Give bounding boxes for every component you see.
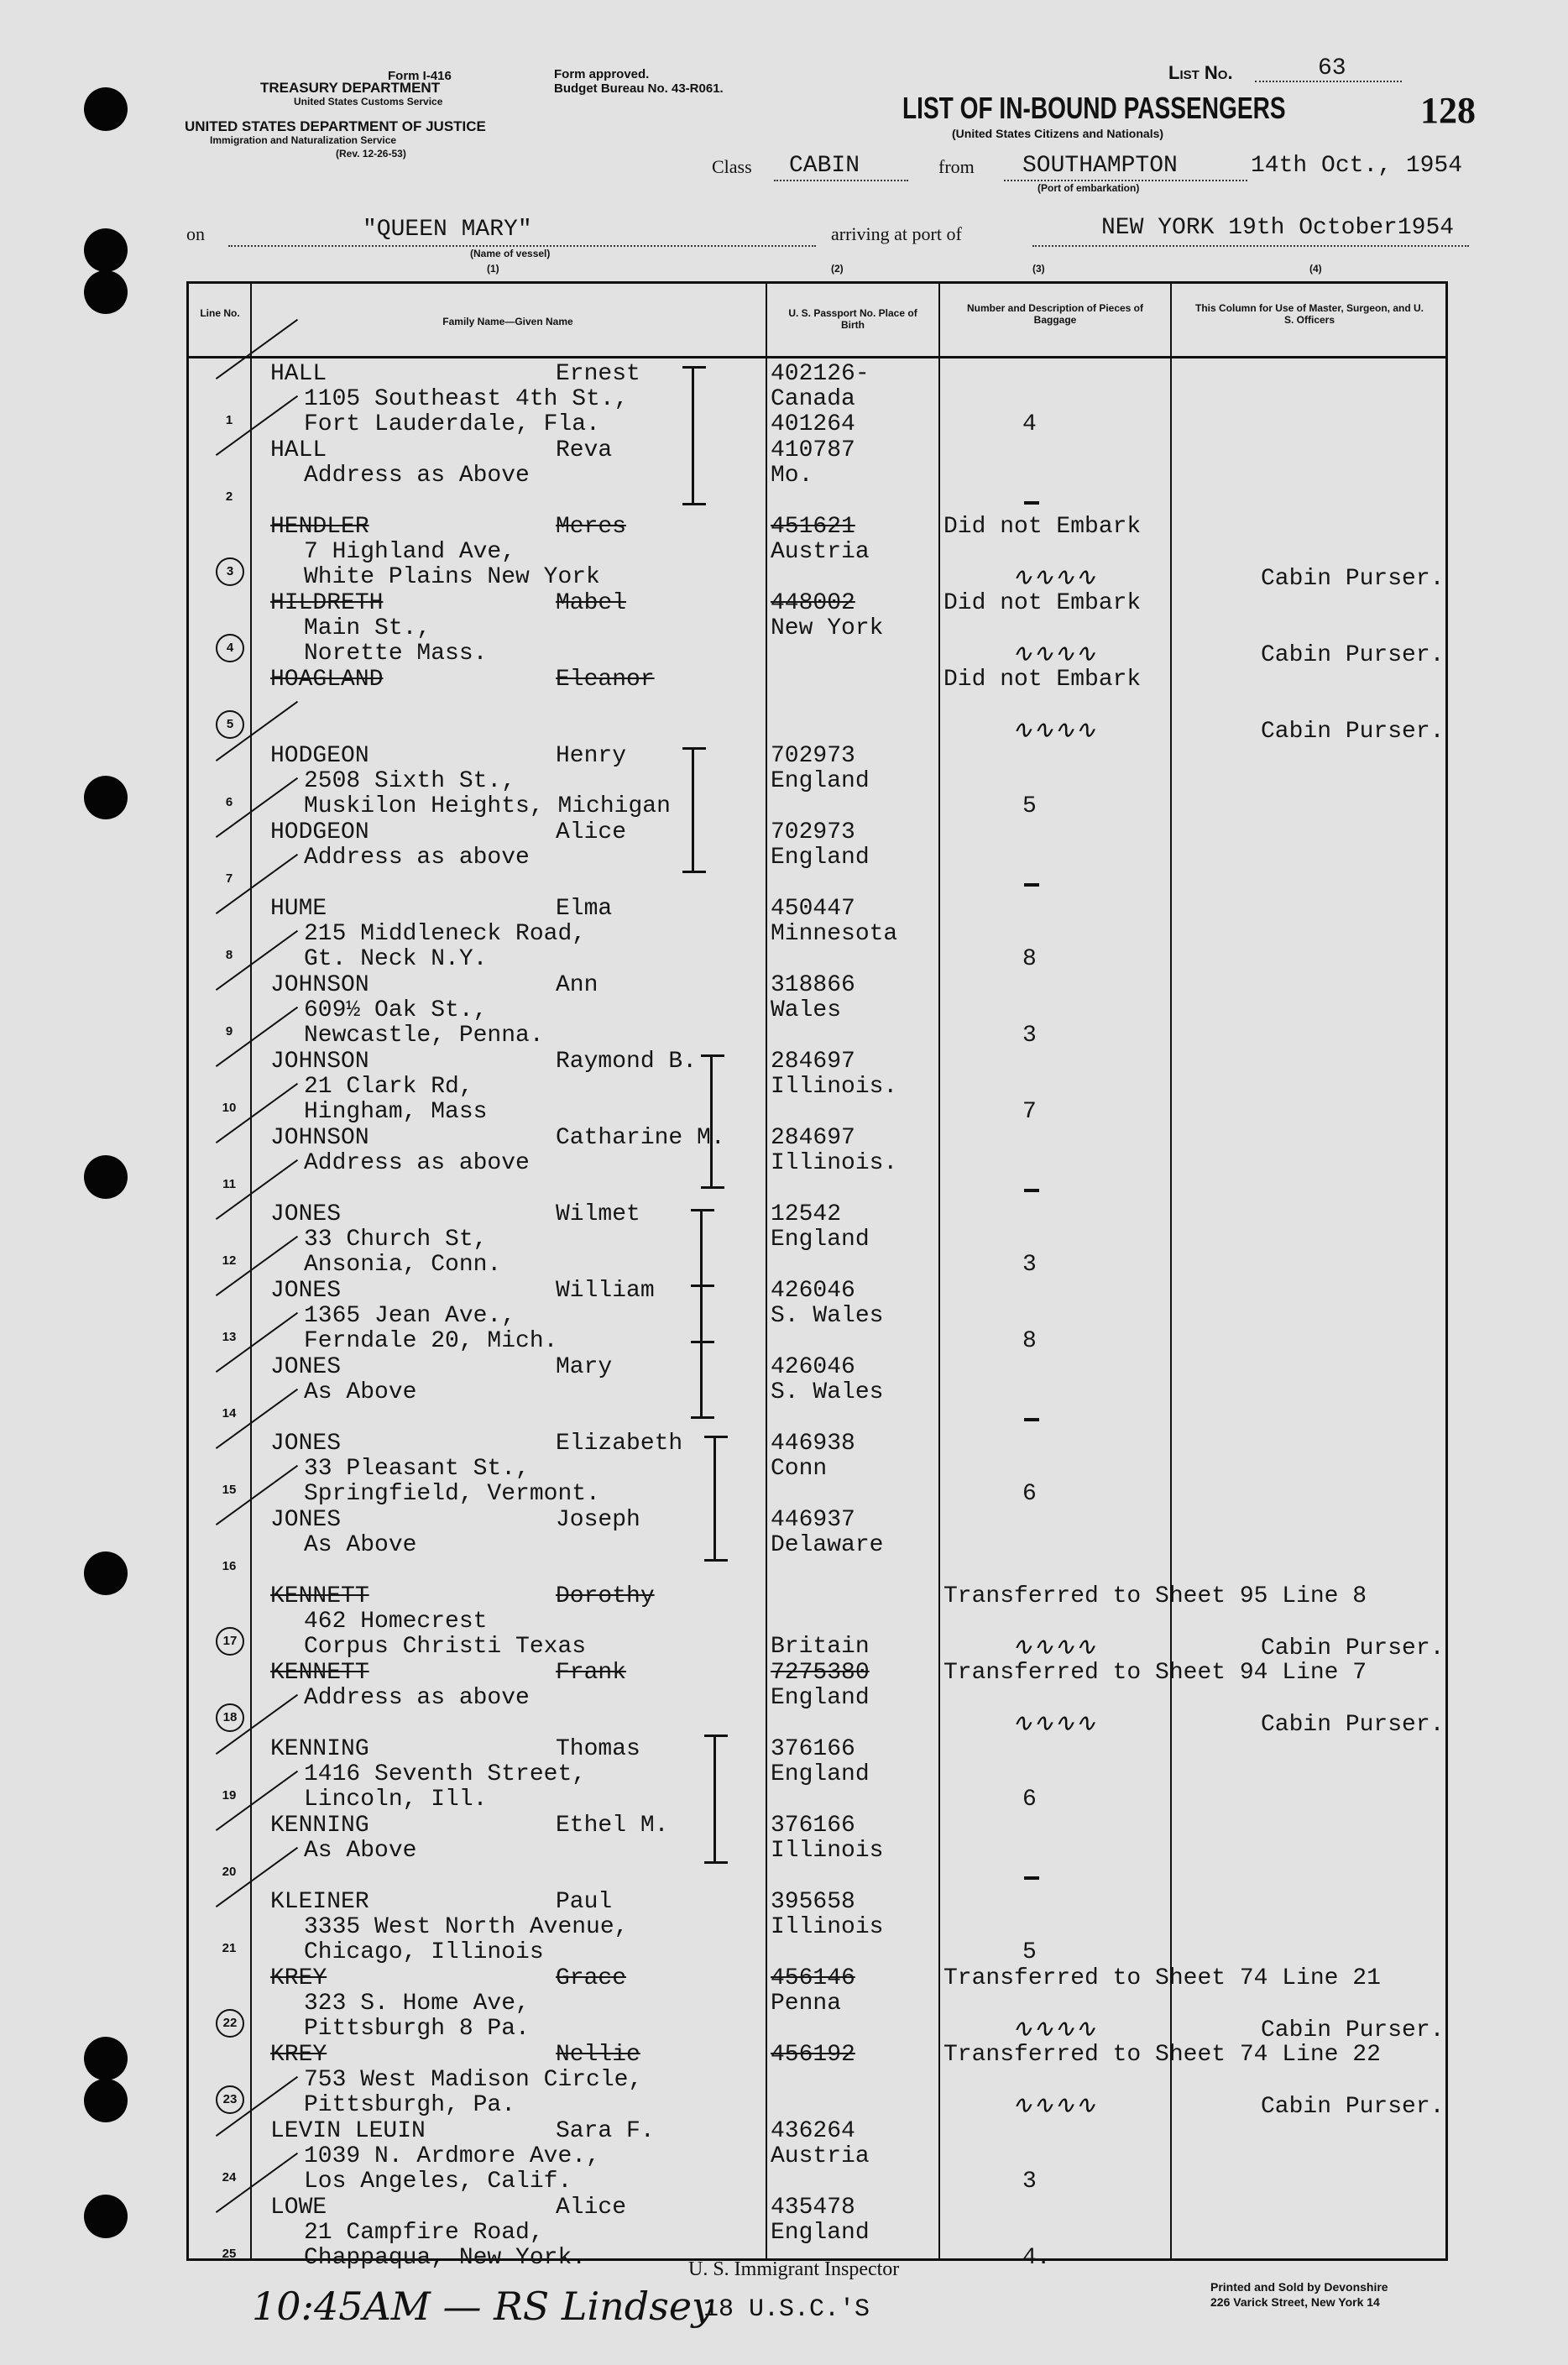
address-line-1: 753 West Madison Circle, — [304, 2067, 643, 2093]
binder-hole — [84, 270, 128, 314]
family-name: HILDRETH — [270, 590, 384, 616]
table-row — [0, 2118, 1568, 2195]
place-of-birth: Delaware — [771, 1532, 884, 1558]
given-name: William — [556, 1278, 655, 1304]
given-name: Dorothy — [556, 1583, 655, 1609]
address-line-2: Los Angeles, Calif. — [304, 2169, 572, 2195]
baggage-note: Transferred to Sheet 94 Line 7 — [943, 1660, 1367, 1686]
table-row — [0, 667, 1568, 743]
line-number: 4 — [216, 634, 244, 662]
place-of-birth: Illinois. — [771, 1074, 898, 1100]
binder-hole — [84, 87, 128, 131]
passport-number: 318866 — [771, 972, 855, 998]
baggage-count: 5 — [1022, 1939, 1037, 1965]
passport-number: 426046 — [771, 1278, 855, 1304]
address-line-2: Hingham, Mass — [304, 1099, 488, 1125]
printer-credit-1: Printed and Sold by Devonshire — [1210, 2280, 1388, 2294]
given-name: Ethel M. — [556, 1813, 669, 1839]
family-name: HALL — [270, 361, 327, 387]
class-dots — [774, 180, 908, 181]
baggage-count — [1058, 1405, 1072, 1431]
line-number: 14 — [222, 1406, 237, 1421]
place-of-birth: S. Wales — [771, 1379, 884, 1405]
table-row — [0, 1507, 1568, 1583]
baggage-note: Transferred to Sheet 95 Line 8 — [943, 1583, 1367, 1609]
column-marker-3: (3) — [1032, 263, 1045, 275]
address-line-2: Pittsburgh, Pa. — [304, 2092, 516, 2118]
justice-dept: UNITED STATES DEPARTMENT OF JUSTICE — [185, 118, 486, 134]
place-of-birth: Austria — [771, 2143, 870, 2169]
family-name: LOWE — [270, 2195, 327, 2221]
address-line-1: Address as above — [304, 1150, 530, 1176]
baggage-note: Did not Embark — [943, 590, 1142, 616]
table-row — [0, 2042, 1568, 2118]
address-line-2: Ferndale 20, Mich. — [304, 1328, 558, 1354]
column-marker-4: (4) — [1309, 263, 1322, 275]
baggage-count: 7 — [1022, 1099, 1037, 1125]
line-number: 6 — [225, 795, 233, 809]
line-number: 10 — [222, 1101, 237, 1115]
table-row — [0, 1965, 1568, 2042]
col-header-officers: This Column for Use of Master, Surgeon, and U. S. Officers — [1194, 302, 1424, 326]
passport-number-secondary: 401264 — [771, 411, 855, 437]
passport-number: 448002 — [771, 590, 855, 616]
port-embark-caption: (Port of embarkation) — [1037, 182, 1140, 194]
passport-number: 410787 — [771, 437, 855, 463]
passport-number: 402126- — [771, 361, 870, 387]
baggage-dash — [1024, 1189, 1039, 1192]
given-name: Henry — [556, 743, 627, 769]
baggage-count: 8 — [1022, 1328, 1037, 1354]
family-name: HODGEON — [270, 743, 369, 769]
baggage-count — [1058, 488, 1072, 514]
address-line-2: Chappaqua, New York. — [304, 2245, 587, 2271]
address-line-1: 1365 Jean Ave., — [304, 1303, 516, 1329]
line-number: 24 — [222, 2170, 237, 2184]
place-of-birth: Illinois — [771, 1914, 884, 1940]
officer-note: Cabin Purser. — [1261, 642, 1445, 668]
passport-number: 376166 — [771, 1736, 855, 1762]
sheet-number: 128 — [1420, 90, 1476, 131]
page-title: LIST OF IN-BOUND PASSENGERS — [902, 91, 1286, 125]
place-of-birth: Austria — [771, 539, 870, 565]
embark-date: 14th Oct., 1954 — [1251, 153, 1463, 179]
place-of-birth: England — [771, 1227, 870, 1253]
line-number: 23 — [216, 2085, 244, 2114]
line-number: 13 — [222, 1330, 237, 1344]
address-line-1: 21 Clark Rd, — [304, 1074, 473, 1100]
table-row — [0, 972, 1568, 1049]
treasury-dept: TREASURY DEPARTMENT — [260, 80, 441, 96]
place-of-birth: Illinois — [771, 1838, 884, 1864]
officer-note: Cabin Purser. — [1261, 2094, 1445, 2120]
officer-note: Cabin Purser. — [1261, 1712, 1445, 1738]
address-line-2: Springfield, Vermont. — [304, 1481, 600, 1507]
line-number: 22 — [216, 2009, 244, 2038]
family-name: JOHNSON — [270, 1125, 369, 1151]
address-line-1: As Above — [304, 1532, 417, 1558]
baggage-count — [1058, 1175, 1072, 1201]
vessel-value: "QUEEN MARY" — [363, 217, 532, 243]
address-line-1: 33 Pleasant St., — [304, 1456, 530, 1482]
family-bracket — [713, 1735, 741, 1864]
table-row — [0, 819, 1568, 896]
baggage-count: 3 — [1022, 1023, 1037, 1049]
given-name: Reva — [556, 437, 613, 463]
column-marker-2: (2) — [831, 263, 844, 275]
budget-bureau: Budget Bureau No. 43-R061. — [554, 81, 724, 96]
passport-number: 426046 — [771, 1354, 855, 1380]
address-line-1: Address as above — [304, 1685, 530, 1711]
family-name: JONES — [270, 1278, 342, 1304]
form-number: Form I-416 — [388, 69, 452, 83]
baggage-count — [1058, 870, 1072, 896]
line-number: 2 — [225, 489, 233, 504]
line-number: 5 — [216, 710, 244, 739]
baggage-count: 4 — [1022, 411, 1037, 437]
table-row — [0, 1278, 1568, 1354]
address-line-1: Address as Above — [304, 463, 530, 489]
given-name: Thomas — [556, 1736, 640, 1762]
address-line-1: 2508 Sixth St., — [304, 768, 516, 794]
form-revision: (Rev. 12-26-53) — [336, 148, 406, 160]
line-number: 16 — [222, 1559, 237, 1573]
address-line-1: As Above — [304, 1838, 417, 1864]
passport-number: 451621 — [771, 514, 855, 540]
table-row — [0, 1201, 1568, 1278]
family-name: HOAGLAND — [270, 667, 384, 693]
table-row — [0, 590, 1568, 667]
family-name: KLEINER — [270, 1889, 369, 1915]
place-of-birth: Britain — [771, 1634, 870, 1660]
family-name: HENDLER — [270, 514, 369, 540]
place-of-birth: Mo. — [771, 463, 813, 489]
given-name: Joseph — [556, 1507, 640, 1533]
form-approved: Form approved. — [554, 67, 650, 81]
officer-note: Cabin Purser. — [1261, 566, 1445, 592]
purser-initials: ∿∿∿∿ — [1011, 562, 1096, 592]
line-number: 8 — [225, 948, 233, 962]
address-line-2: Lincoln, Ill. — [304, 1787, 488, 1813]
baggage-note: Did not Embark — [943, 514, 1142, 540]
handwritten-signature: 10:45AM — RS Lindsey — [252, 2284, 714, 2329]
given-name: Alice — [556, 2195, 627, 2221]
given-name: Wilmet — [556, 1201, 640, 1227]
family-bracket — [713, 1436, 741, 1562]
address-line-1: 7 Highland Ave, — [304, 539, 516, 565]
line-number: 1 — [225, 413, 233, 427]
given-name: Sara F. — [556, 2118, 655, 2144]
purser-initials: ∿∿∿∿ — [1011, 2014, 1096, 2043]
family-bracket — [710, 1054, 738, 1189]
customs-service: United States Customs Service — [294, 96, 443, 107]
family-name: JONES — [270, 1201, 342, 1227]
address-line-1: Main St., — [304, 615, 431, 641]
address-line-1: 3335 West North Avenue, — [304, 1914, 629, 1940]
family-bracket — [692, 747, 719, 873]
passport-number: 7275380 — [771, 1660, 870, 1686]
passport-number: 376166 — [771, 1813, 855, 1839]
place-of-birth: Conn — [771, 1456, 828, 1482]
col-header-family-name: Family Name—Given Name — [442, 316, 573, 327]
baggage-count — [1058, 1863, 1072, 1889]
line-number: 17 — [216, 1627, 244, 1656]
passport-number: 450447 — [771, 896, 855, 922]
baggage-note: Transferred to Sheet 74 Line 22 — [943, 2042, 1381, 2068]
purser-initials: ∿∿∿∿ — [1011, 639, 1096, 668]
place-of-birth: England — [771, 1761, 870, 1787]
usc-reference: 18 U.S.C.'S — [703, 2295, 870, 2324]
baggage-count: 4. — [1022, 2245, 1051, 2271]
passport-number: 702973 — [771, 743, 855, 769]
family-name: KREY — [270, 1965, 327, 1991]
address-line-1: 323 S. Home Ave, — [304, 1991, 530, 2017]
place-of-birth: Illinois. — [771, 1150, 898, 1176]
family-name: KENNING — [270, 1736, 369, 1762]
table-row — [0, 1813, 1568, 1889]
baggage-note: Transferred to Sheet 74 Line 21 — [943, 1965, 1381, 1991]
address-line-1: As Above — [304, 1379, 417, 1405]
baggage-dash — [1024, 883, 1039, 887]
family-name: KREY — [270, 2042, 327, 2068]
line-number: 21 — [222, 1941, 237, 1955]
address-line-1: 462 Homecrest — [304, 1609, 488, 1635]
list-no-value: 63 — [1318, 55, 1346, 81]
baggage-count: 6 — [1022, 1481, 1037, 1507]
place-of-birth: New York — [771, 615, 884, 641]
place-of-birth: Wales — [771, 997, 842, 1023]
passport-number: 12542 — [771, 1201, 842, 1227]
passport-number: 446938 — [771, 1431, 855, 1457]
address-line-1: 1039 N. Ardmore Ave., — [304, 2143, 600, 2169]
line-number: 11 — [222, 1177, 236, 1191]
family-name: JONES — [270, 1354, 342, 1380]
class-value: CABIN — [789, 153, 860, 179]
passport-number: 395658 — [771, 1889, 855, 1915]
given-name: Mabel — [556, 590, 627, 616]
line-number: 3 — [216, 557, 244, 586]
officer-note: Cabin Purser. — [1261, 719, 1445, 745]
table-row — [0, 1049, 1568, 1125]
officer-note: Cabin Purser. — [1261, 2017, 1445, 2043]
baggage-count: 5 — [1022, 793, 1037, 819]
place-of-birth: Minnesota — [771, 921, 898, 947]
address-line-1: 215 Middleneck Road, — [304, 921, 587, 947]
ins-service: Immigration and Naturalization Service — [210, 134, 397, 146]
line-number: 25 — [222, 2247, 237, 2261]
line-number: 12 — [222, 1253, 237, 1268]
arrival-dots — [1032, 245, 1469, 247]
table-row — [0, 1583, 1568, 1660]
passport-number: 456192 — [771, 2042, 855, 2068]
table-row — [0, 1660, 1568, 1736]
family-name: KENNETT — [270, 1583, 369, 1609]
baggage-dash — [1024, 1876, 1039, 1880]
on-label: on — [186, 223, 205, 244]
place-of-birth: England — [771, 845, 870, 871]
place-of-birth: Penna — [771, 1991, 842, 2017]
address-line-2: Corpus Christi Texas — [304, 1634, 587, 1660]
printer-credit-2: 226 Varick Street, New York 14 — [1210, 2295, 1380, 2309]
arriving-label: arriving at port of — [831, 223, 962, 244]
place-of-birth: England — [771, 2220, 870, 2246]
table-row — [0, 361, 1568, 437]
family-name: KENNETT — [270, 1660, 369, 1686]
address-line-2: Fort Lauderdale, Fla. — [304, 411, 600, 437]
given-name: Elizabeth — [556, 1431, 683, 1457]
address-line-2: Norette Mass. — [304, 641, 488, 667]
baggage-count: 8 — [1022, 946, 1037, 972]
address-line-2: Gt. Neck N.Y. — [304, 946, 488, 972]
class-label: Class — [712, 156, 752, 177]
family-name: KENNING — [270, 1813, 369, 1839]
baggage-dash — [1024, 501, 1039, 505]
passport-number: 456146 — [771, 1965, 855, 1991]
line-number: 19 — [222, 1788, 237, 1803]
address-line-1: 21 Campfire Road, — [304, 2220, 544, 2246]
given-name: Ernest — [556, 361, 640, 387]
place-of-birth: England — [771, 768, 870, 794]
baggage-count: 3 — [1022, 2169, 1037, 2195]
baggage-note: Did not Embark — [943, 667, 1142, 693]
table-row — [0, 1431, 1568, 1507]
address-line-1: 1105 Southeast 4th St., — [304, 386, 629, 412]
given-name: Raymond B. — [556, 1049, 698, 1075]
purser-initials: ∿∿∿∿ — [1011, 2090, 1096, 2120]
inspector-label: U. S. Immigrant Inspector — [688, 2258, 900, 2280]
vessel-caption: (Name of vessel) — [470, 248, 551, 259]
col-header-passport: U. S. Passport No. Place of Birth — [788, 307, 917, 331]
place-of-birth: Canada — [771, 386, 855, 412]
baggage-count: 6 — [1022, 1787, 1037, 1813]
col-header-line-no: Line No. — [200, 307, 240, 319]
family-bracket — [700, 1285, 728, 1419]
address-line-2: Newcastle, Penna. — [304, 1023, 544, 1049]
table-row — [0, 1736, 1568, 1813]
family-name: LEVIN LEUIN — [270, 2118, 426, 2144]
from-value: SOUTHAMPTON — [1022, 153, 1178, 179]
table-row — [0, 1125, 1568, 1201]
family-name: JONES — [270, 1431, 342, 1457]
baggage-count: 3 — [1022, 1252, 1037, 1278]
family-name: JOHNSON — [270, 972, 369, 998]
line-number: 20 — [222, 1865, 237, 1879]
address-line-1: 33 Church St, — [304, 1227, 488, 1253]
given-name: Catharine M. — [556, 1125, 725, 1151]
address-line-2: Muskilon Heights, Michigan — [304, 793, 671, 819]
header-divider — [186, 356, 1448, 358]
line-number: 9 — [225, 1024, 233, 1039]
table-row — [0, 743, 1568, 819]
given-name: Ann — [556, 972, 598, 998]
family-name: HODGEON — [270, 819, 369, 845]
family-name: HALL — [270, 437, 327, 463]
col-header-baggage: Number and Description of Pieces of Baggage — [966, 302, 1144, 326]
given-name: Eleanor — [556, 667, 655, 693]
line-number: 18 — [216, 1703, 244, 1732]
passport-number: 284697 — [771, 1125, 855, 1151]
address-line-1: 1416 Seventh Street, — [304, 1761, 587, 1787]
given-name: Mary — [556, 1354, 613, 1380]
passport-number: 435478 — [771, 2195, 855, 2221]
given-name: Nellie — [556, 2042, 640, 2068]
purser-initials: ∿∿∿∿ — [1011, 1632, 1096, 1661]
from-label: from — [938, 156, 975, 177]
passport-number: 446937 — [771, 1507, 855, 1533]
line-number: 7 — [225, 871, 233, 886]
given-name: Paul — [556, 1889, 613, 1915]
passport-number: 284697 — [771, 1049, 855, 1075]
given-name: Meres — [556, 514, 627, 540]
address-line-2: Pittsburgh 8 Pa. — [304, 2016, 530, 2042]
table-row — [0, 437, 1568, 514]
family-name: HUME — [270, 896, 327, 922]
family-name: JONES — [270, 1507, 342, 1533]
table-row — [0, 1889, 1568, 1965]
family-bracket — [692, 366, 719, 505]
place-of-birth: S. Wales — [771, 1303, 884, 1329]
officer-note: Cabin Purser. — [1261, 1635, 1445, 1661]
binder-hole — [84, 228, 128, 272]
table-row — [0, 514, 1568, 590]
passport-number: 436264 — [771, 2118, 855, 2144]
passport-number: 702973 — [771, 819, 855, 845]
given-name: Elma — [556, 896, 613, 922]
list-no-label: List No. — [1168, 62, 1233, 83]
column-marker-1: (1) — [487, 263, 499, 275]
page-subtitle: (United States Citizens and Nationals) — [952, 127, 1164, 140]
purser-initials: ∿∿∿∿ — [1011, 1708, 1096, 1738]
place-of-birth: England — [771, 1685, 870, 1711]
table-row — [0, 896, 1568, 972]
address-line-1: Address as above — [304, 845, 530, 871]
family-name: JOHNSON — [270, 1049, 369, 1075]
address-line-1: 609½ Oak St., — [304, 997, 488, 1023]
baggage-dash — [1024, 1418, 1039, 1421]
line-number: 15 — [222, 1483, 237, 1497]
address-line-2: White Plains New York — [304, 564, 600, 590]
given-name: Alice — [556, 819, 627, 845]
table-row — [0, 1354, 1568, 1431]
given-name: Frank — [556, 1660, 627, 1686]
purser-initials: ∿∿∿∿ — [1011, 715, 1096, 745]
address-line-2: Chicago, Illinois — [304, 1939, 544, 1965]
arrival-value: NEW YORK 19th October1954 — [1101, 215, 1455, 241]
address-line-2: Ansonia, Conn. — [304, 1252, 502, 1278]
given-name: Grace — [556, 1965, 627, 1991]
